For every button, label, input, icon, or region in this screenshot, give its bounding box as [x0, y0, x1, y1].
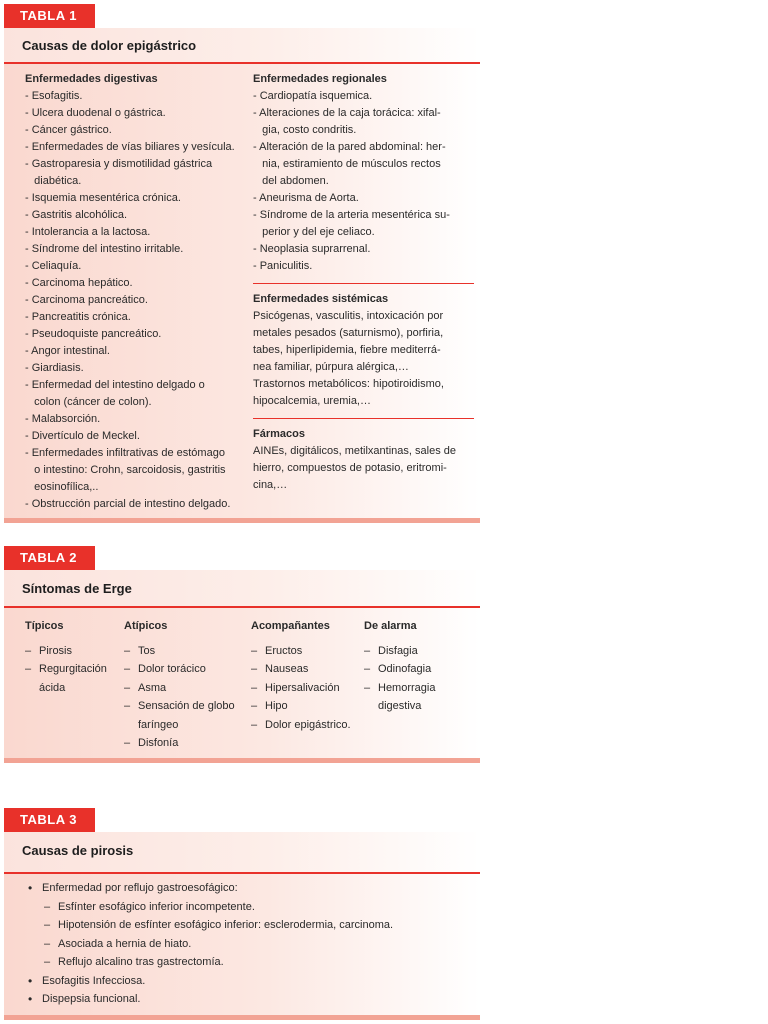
tabla-3-title-bar: [4, 832, 480, 874]
list-item: - Gastroparesia y dismotilidad gástrica: [25, 158, 213, 170]
list-item: eosinofílica,..: [25, 481, 99, 493]
list-item: – Hipo: [251, 697, 363, 716]
text-line: tabes, hiperlipidemia, fiebre mediterrá-: [253, 344, 441, 356]
tabla-1-title: Causas de dolor epigástrico: [22, 38, 197, 53]
sub-item: – Reflujo alcalino tras gastrectomía.: [24, 953, 474, 972]
list-item: - Aneurisma de Aorta.: [253, 192, 359, 204]
bullet-item: • Dispepsia funcional.: [24, 990, 474, 1009]
symptom-column: [251, 617, 363, 734]
tabla-3-body: [4, 874, 480, 1020]
list-item: – Disfagia: [364, 642, 474, 661]
text-line: Psicógenas, vasculitis, intoxicación por: [253, 310, 444, 322]
heading-enfermedades-sistemicas: Enfermedades sistémicas: [253, 293, 389, 305]
list-item: - Cáncer gástrico.: [25, 124, 112, 136]
tabla-1-right-column: [253, 71, 474, 494]
tabla-1-title-bar: [4, 28, 480, 64]
list-item: - Enfermedades infiltrativas de estómago: [25, 447, 225, 459]
bullet-item: • Enfermedad por reflujo gastroesofágico:: [24, 879, 474, 898]
list-item: – Pirosis: [25, 642, 123, 661]
divider: [253, 418, 474, 419]
text-farmacos: [253, 443, 474, 494]
list-causas-de-pirosis: [24, 879, 474, 1009]
list-item: – Sensación de globo: [124, 697, 250, 716]
tabla-3-title: Causas de pirosis: [22, 843, 134, 858]
sub-item: – Esfínter esofágico inferior incompetente.: [24, 898, 474, 917]
tabla-1-left-column: [25, 71, 253, 513]
symptom-column-heading: Atípicos: [124, 620, 168, 632]
symptom-column-heading: Típicos: [25, 620, 64, 632]
list-item: diabética.: [25, 175, 82, 187]
list-item: – Hipersalivación: [251, 679, 363, 698]
list-item: - Pancreatitis crónica.: [25, 311, 131, 323]
list-item: – Dolor epigástrico.: [251, 716, 363, 735]
heading-enfermedades-digestivas: Enfermedades digestivas: [25, 73, 158, 85]
tabla-1: [4, 4, 480, 523]
list-item: – Disfonía: [124, 734, 250, 753]
heading-enfermedades-regionales: Enfermedades regionales: [253, 73, 387, 85]
list-item: - Síndrome del intestino irritable.: [25, 243, 184, 255]
tabla-1-label: TABLA 1: [4, 4, 95, 28]
list-item: - Divertículo de Meckel.: [25, 430, 140, 442]
list-item: - Carcinoma hepático.: [25, 277, 133, 289]
list-item: gia, costo condritis.: [253, 124, 357, 136]
list-item: - Paniculitis.: [253, 260, 313, 272]
list-item: o intestino: Crohn, sarcoidosis, gastritis: [25, 464, 226, 476]
tabla-2-title: Síntomas de Erge: [22, 581, 132, 596]
tabla-1-body: [4, 64, 480, 523]
text-line: AINEs, digitálicos, metilxantinas, sales de: [253, 445, 456, 457]
list-item: ácida: [39, 681, 66, 694]
list-item: – Tos: [124, 642, 250, 661]
text-line: nea familiar, púrpura alérgica,…: [253, 361, 409, 373]
list-item: - Giardiasis.: [25, 362, 84, 374]
list-item: - Enfermedades de vías biliares y vesícula.: [25, 141, 235, 153]
list-item: perior y del eje celiaco.: [253, 226, 375, 238]
list-item: nia, estiramiento de músculos rectos: [253, 158, 441, 170]
list-item: - Pseudoquiste pancreático.: [25, 328, 162, 340]
tabla-3: [4, 808, 480, 1020]
list-item: - Gastritis alcohólica.: [25, 209, 128, 221]
symptom-column: [364, 617, 474, 716]
text-line: hierro, compuestos de potasio, eritromi-: [253, 462, 447, 474]
list-item: colon (cáncer de colon).: [25, 396, 152, 408]
list-item: - Obstrucción parcial de intestino delgado.: [25, 498, 231, 510]
list-item: – Hemorragia: [364, 679, 474, 698]
list-item: – Regurgitación: [25, 660, 123, 679]
tabla-2-label: TABLA 2: [4, 546, 95, 570]
symptom-column: [124, 617, 250, 753]
list-enfermedades-digestivas: [25, 88, 253, 513]
list-item: - Cardiopatía isquemica.: [253, 90, 373, 102]
tabla-2-body: [4, 608, 480, 763]
list-item: digestiva: [378, 700, 422, 712]
list-item: - Angor intestinal.: [25, 345, 110, 357]
tabla-3-label: TABLA 3: [4, 808, 95, 832]
text-line: metales pesados (saturnismo), porfiria,: [253, 327, 444, 339]
list-item: del abdomen.: [253, 175, 329, 187]
list-item: - Neoplasia suprarrenal.: [253, 243, 371, 255]
tabla-2-title-bar: [4, 570, 480, 608]
text-enfermedades-sistemicas: [253, 308, 474, 410]
symptom-column-heading: Acompañantes: [251, 620, 330, 632]
symptom-column-heading: De alarma: [364, 620, 417, 632]
list-item: - Malabsorción.: [25, 413, 101, 425]
list-item: – Nauseas: [251, 660, 363, 679]
list-item: – Dolor torácico: [124, 660, 250, 679]
text-line: hipocalcemia, uremia,…: [253, 395, 371, 407]
sub-item: – Asociada a hernia de hiato.: [24, 935, 474, 954]
list-item: - Celiaquía.: [25, 260, 82, 272]
list-item: - Carcinoma pancreático.: [25, 294, 148, 306]
text-line: Trastornos metabólicos: hipotiroidismo,: [253, 378, 444, 390]
list-item: – Asma: [124, 679, 250, 698]
list-item: - Alteración de la pared abdominal: her-: [253, 141, 446, 153]
list-item: - Isquemia mesentérica crónica.: [25, 192, 181, 204]
list-item: - Enfermedad del intestino delgado o: [25, 379, 205, 391]
list-item: faríngeo: [138, 718, 179, 731]
list-item: - Esofagitis.: [25, 90, 83, 102]
list-item: - Intolerancia a la lactosa.: [25, 226, 151, 238]
list-item: - Síndrome de la arteria mesentérica su-: [253, 209, 450, 221]
tabla-2: [4, 546, 480, 763]
symptom-column: [25, 617, 123, 697]
divider: [253, 283, 474, 284]
list-item: – Odinofagia: [364, 660, 474, 679]
sub-item: – Hipotensión de esfínter esofágico inferior: esclerodermia, carcinoma.: [24, 916, 474, 935]
list-item: - Ulcera duodenal o gástrica.: [25, 107, 166, 119]
text-line: cina,…: [253, 479, 288, 491]
heading-farmacos: Fármacos: [253, 428, 305, 440]
list-enfermedades-regionales: [253, 88, 474, 275]
list-item: – Eructos: [251, 642, 363, 661]
bullet-item: • Esofagitis Infecciosa.: [24, 972, 474, 991]
list-item: - Alteraciones de la caja torácica: xifal-: [253, 107, 441, 119]
